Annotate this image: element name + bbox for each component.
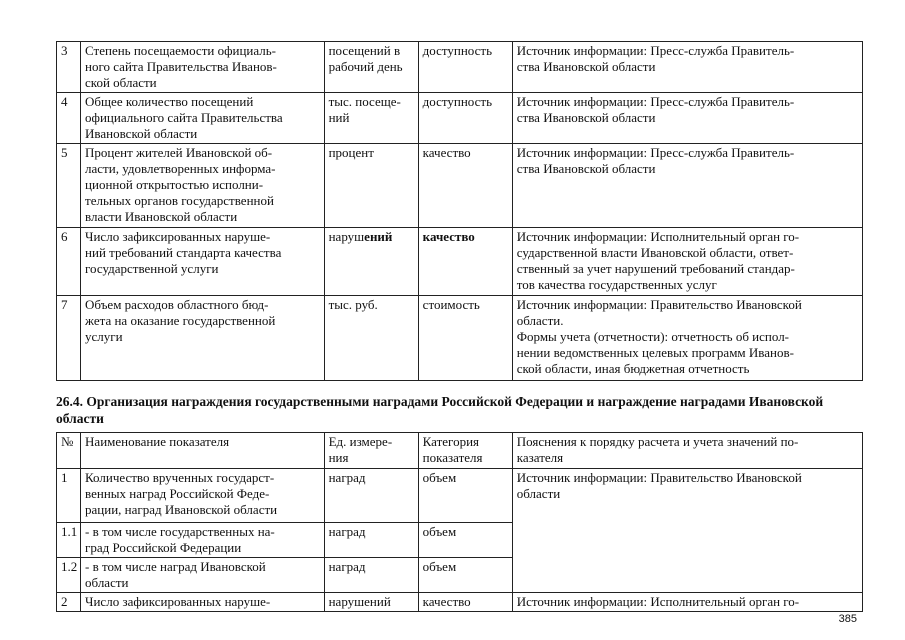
- header-unit: Ед. измере- ния: [324, 433, 418, 469]
- measure-unit: [324, 228, 418, 296]
- measure-unit: наград: [324, 523, 418, 558]
- indicator-category: качество: [418, 228, 512, 296]
- indicator-category: качество: [418, 144, 512, 228]
- header-name: Наименование показателя: [81, 433, 325, 469]
- measure-unit-bold-part: ений: [364, 229, 393, 244]
- indicator-category: стоимость: [418, 296, 512, 381]
- row-number: 3: [57, 42, 81, 93]
- row-number: 1.2: [57, 558, 81, 593]
- section-heading: 26.4. Организация награждения государственными наградами Российской Федерации и награждение наградами Ивановской области: [56, 394, 824, 426]
- measure-unit: нарушений: [324, 593, 418, 612]
- indicator-name: Процент жителей Ивановской об- ласти, удовлетворенных информа- ционной открытостью исполни- тельных органов государственной власти Ивановской области: [81, 144, 325, 228]
- calculation-note: Источник информации: Правительство Ивановской области. Формы учета (отчетности): отчетность об испол- нении ведомственных целевых программ Иванов- ской области, иная бюджетная отчетность: [512, 296, 862, 381]
- header-category: Категория показателя: [418, 433, 512, 469]
- table-row: [57, 42, 863, 93]
- header-number: №: [57, 433, 81, 469]
- indicator-name: Степень посещаемости официаль- ного сайта Правительства Иванов- ской области: [81, 42, 325, 93]
- indicators-table-continued: [56, 41, 863, 381]
- measure-unit-part: наруш: [328, 229, 365, 244]
- row-number: 1: [57, 469, 81, 523]
- table-row: [57, 296, 863, 381]
- table-row: [57, 593, 863, 612]
- table-row: [57, 469, 863, 523]
- table-header-row: [57, 433, 863, 469]
- row-number: 4: [57, 93, 81, 144]
- row-number: 1.1: [57, 523, 81, 558]
- indicator-name: Общее количество посещений официального сайта Правительства Ивановской области: [81, 93, 325, 144]
- measure-unit: наград: [324, 469, 418, 523]
- indicator-name: Количество врученных государст- венных наград Российской Феде- рации, наград Ивановской области: [81, 469, 325, 523]
- page-number: 385: [838, 613, 857, 625]
- awards-indicators-table: [56, 432, 863, 612]
- indicator-category: объем: [418, 558, 512, 593]
- indicator-name: Объем расходов областного бюд- жета на оказание государственной услуги: [81, 296, 325, 381]
- measure-unit: наград: [324, 558, 418, 593]
- row-number: 7: [57, 296, 81, 381]
- measure-unit: посещений в рабочий день: [324, 42, 418, 93]
- calculation-note: Источник информации: Исполнительный орган го- сударственной власти Ивановской области, ответ- ственный за учет нарушений требований стандар- тов качества государственных услуг: [512, 228, 862, 296]
- calculation-note: Источник информации: Пресс-служба Правитель- ства Ивановской области: [512, 42, 862, 93]
- indicator-category: качество: [418, 593, 512, 612]
- indicator-name: - в том числе наград Ивановской области: [81, 558, 325, 593]
- header-note: Пояснения к порядку расчета и учета значений по- казателя: [512, 433, 862, 469]
- table-row: [57, 93, 863, 144]
- measure-unit: тыс. руб.: [324, 296, 418, 381]
- indicator-name: - в том числе государственных на- град Российской Федерации: [81, 523, 325, 558]
- table-row: [57, 228, 863, 296]
- calculation-note: Источник информации: Правительство Ивановской области: [512, 469, 862, 593]
- measure-unit: процент: [324, 144, 418, 228]
- calculation-note: Источник информации: Пресс-служба Правитель- ства Ивановской области: [512, 144, 862, 228]
- measure-unit: тыс. посеще- ний: [324, 93, 418, 144]
- row-number: 2: [57, 593, 81, 612]
- row-number: 6: [57, 228, 81, 296]
- calculation-note: Источник информации: Пресс-служба Правитель- ства Ивановской области: [512, 93, 862, 144]
- table-row: [57, 144, 863, 228]
- indicator-category: доступность: [418, 93, 512, 144]
- indicator-category: доступность: [418, 42, 512, 93]
- row-number: 5: [57, 144, 81, 228]
- indicator-name: Число зафиксированных наруше- ний требований стандарта качества государственной услуги: [81, 228, 325, 296]
- indicator-category: объем: [418, 469, 512, 523]
- calculation-note: Источник информации: Исполнительный орган го-: [512, 593, 862, 612]
- indicator-category: объем: [418, 523, 512, 558]
- indicator-name: Число зафиксированных наруше-: [81, 593, 325, 612]
